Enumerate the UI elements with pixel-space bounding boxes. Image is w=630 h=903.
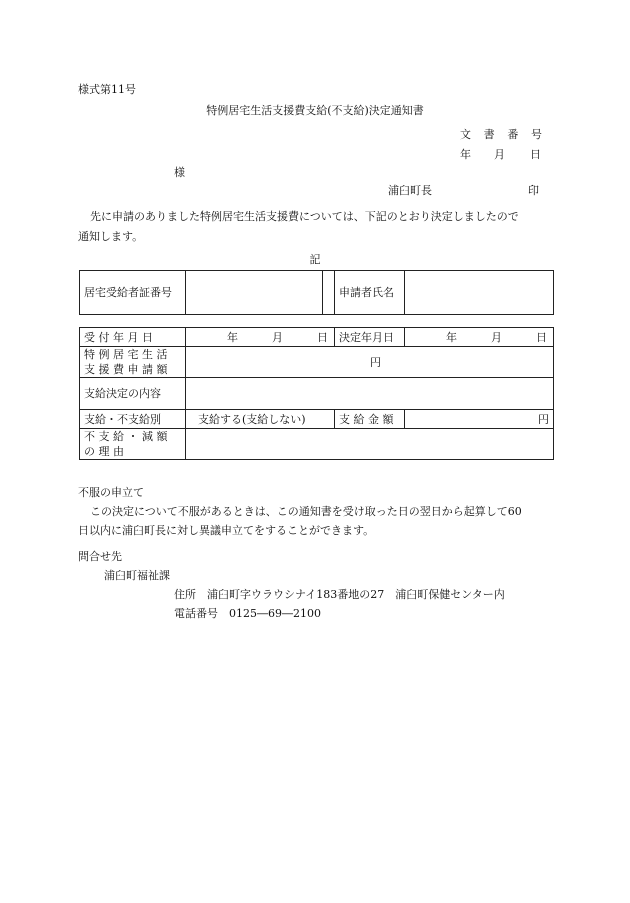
contact-department: 浦臼町福祉課 [104, 569, 170, 582]
objection-heading: 不服の申立て [78, 486, 144, 499]
request-amount-label: 特 例 居 宅 生 活 支 援 費 申 請 額 [80, 347, 186, 378]
applicant-name-field[interactable] [405, 271, 554, 315]
seal-mark: 印 [528, 184, 539, 197]
issuer-name: 浦臼町長 [388, 184, 432, 197]
received-date-label: 受 付 年 月 日 [80, 328, 186, 347]
payment-amount-field[interactable] [405, 410, 554, 429]
spacer-cell [323, 271, 335, 315]
objection-line-2: 日以内に浦臼町長に対し異議申立てをすることができます。 [78, 524, 375, 537]
body-line-2: 通知します。 [78, 230, 144, 243]
decision-content-field[interactable] [186, 378, 554, 410]
document-number-label: 文 書 番 号 [460, 128, 542, 141]
decision-table [79, 327, 554, 460]
applicant-name-label: 申請者氏名 [335, 271, 405, 315]
payment-kind-label: 支給・不支給別 [80, 410, 186, 429]
objection-line-1: この決定について不服があるときは、この通知書を受け取った日の翌日から起算して60 [90, 505, 522, 518]
document-title: 特例居宅生活支援費支給(不支給)決定通知書 [206, 104, 424, 117]
payment-kind-value[interactable]: 支給する(支給しない) [186, 410, 335, 429]
contact-heading: 問合せ先 [78, 550, 122, 563]
payment-amount-label: 支 給 金 額 [335, 410, 405, 429]
issue-date: 年 月 日 [460, 148, 541, 161]
request-amount-field[interactable] [186, 347, 554, 378]
cert-number-boxes[interactable] [186, 271, 323, 315]
form-number: 様式第11号 [78, 83, 136, 96]
yen-unit: 円 [538, 412, 549, 426]
cert-number-label: 居宅受給者証番号 [80, 271, 186, 315]
reason-label: 不 支 給 ・ 減 額 の 理 由 [80, 429, 186, 460]
ki-heading: 記 [309, 253, 321, 266]
decision-date-field[interactable]: 年 月 日 [405, 328, 554, 347]
body-line-1: 先に申請のありました特例居宅生活支援費については、下記のとおり決定しましたので [90, 210, 519, 223]
decision-date-label: 決定年月日 [335, 328, 405, 347]
yen-unit: 円 [370, 355, 381, 369]
reason-field[interactable] [186, 429, 554, 460]
received-date-field[interactable]: 年 月 日 [186, 328, 335, 347]
certificate-table [79, 270, 554, 315]
addressee-suffix: 様 [174, 166, 185, 179]
contact-address: 住所 浦臼町字ウラウシナイ183番地の27 浦臼町保健センター内 [174, 588, 505, 601]
decision-content-label: 支給決定の内容 [80, 378, 186, 410]
contact-phone: 電話番号 0125―69―2100 [174, 607, 321, 620]
